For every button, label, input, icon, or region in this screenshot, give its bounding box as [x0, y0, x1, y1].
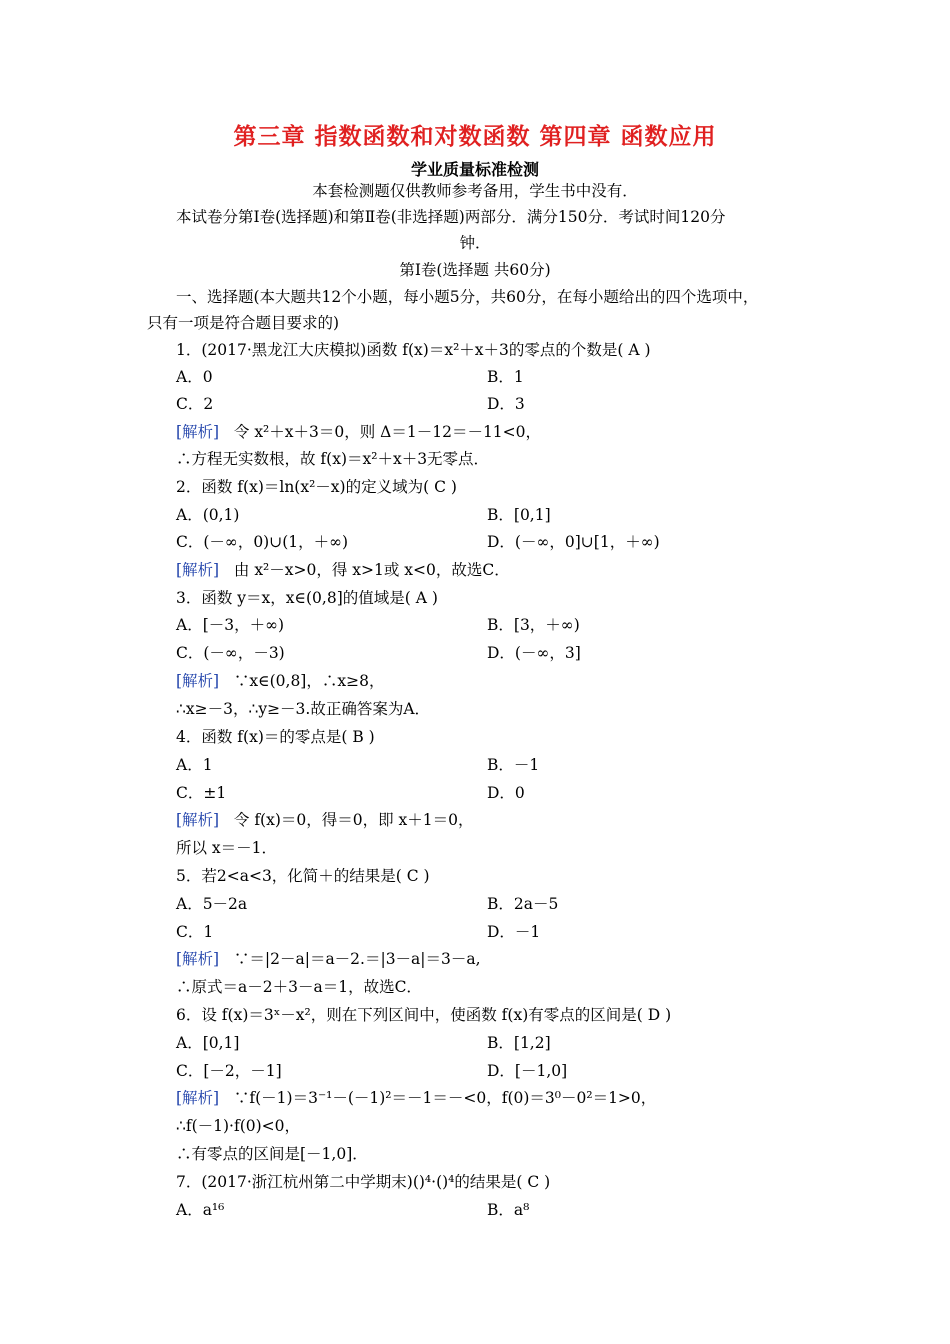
- option-a: A．a¹⁶: [176, 1201, 225, 1219]
- option-c: C．2: [176, 395, 214, 413]
- option-a: A．5－2a: [176, 895, 248, 913]
- question-stem: 6．设 f(x)＝3ˣ－x²，则在下列区间中，使函数 f(x)有零点的区间是( D ): [176, 1006, 672, 1024]
- option-d: D．－1: [487, 923, 541, 941]
- option-c: C．(－∞，0)∪(1，＋∞): [176, 533, 349, 551]
- section-instruction-line2: 只有一项是符合题目要求的): [147, 314, 340, 332]
- analysis-line: [176, 1087, 656, 1109]
- analysis-continued: 所以 x＝－1．: [176, 839, 278, 857]
- analysis-line: [176, 670, 384, 692]
- analysis-label: [解析]: [176, 423, 220, 441]
- analysis-continued: ∴x≥－3，∴y≥－3.故正确答案为A．: [176, 700, 431, 718]
- part-heading: 第Ⅰ卷(选择题 共60分): [399, 261, 551, 279]
- analysis-text: 令 x²＋x＋3＝0，则 Δ＝1－12＝－11<0，: [233, 423, 542, 441]
- analysis-continued: ∴f(－1)·f(0)<0，: [176, 1117, 301, 1135]
- analysis-line: [176, 809, 474, 831]
- option-c: C．(－∞，－3): [176, 644, 285, 662]
- question-stem: 5．若2<a<3，化简＋的结果是( C ): [176, 867, 430, 885]
- analysis-label: [解析]: [176, 811, 220, 829]
- option-d: D．(－∞，3]: [487, 644, 581, 662]
- option-c: C．1: [176, 923, 214, 941]
- question-stem: 2．函数 f(x)＝ln(x²－x)的定义域为( C ): [176, 478, 457, 496]
- option-b: B．a⁸: [487, 1201, 530, 1219]
- teacher-note: 本套检测题仅供教师参考备用，学生书中没有．: [312, 182, 638, 200]
- analysis-label: [解析]: [176, 561, 220, 579]
- option-b: B．2a－5: [487, 895, 559, 913]
- option-a: A．1: [176, 756, 213, 774]
- option-b: B．[0,1]: [487, 506, 551, 524]
- option-a: A．[－3，＋∞): [176, 616, 285, 634]
- analysis-label: [解析]: [176, 1089, 220, 1107]
- analysis-line: [176, 559, 510, 581]
- analysis-line: [176, 421, 541, 443]
- page-title: 第三章 指数函数和对数函数 第四章 函数应用: [233, 124, 717, 150]
- question-stem: 4．函数 f(x)＝的零点是( B ): [176, 728, 375, 746]
- analysis-text: ∵f(－1)＝3⁻¹－(－1)²＝－1＝－<0，f(0)＝3⁰－0²＝1>0，: [233, 1089, 657, 1107]
- analysis-continued: ∴方程无实数根，故 f(x)＝x²＋x＋3无零点．: [176, 450, 490, 468]
- option-d: D．[－1,0]: [487, 1062, 568, 1080]
- option-a: A．(0,1): [176, 506, 240, 524]
- option-d: D．3: [487, 395, 525, 413]
- analysis-text: ∵x∈(0,8]，∴x≥8，: [233, 672, 385, 690]
- option-d: D．0: [487, 784, 525, 802]
- exam-description-line2: 钟．: [459, 234, 491, 252]
- analysis-label: [解析]: [176, 950, 220, 968]
- exam-description-line1: 本试卷分第Ⅰ卷(选择题)和第Ⅱ卷(非选择题)两部分．满分150分．考试时间120分: [176, 208, 726, 226]
- analysis-text: 令 f(x)＝0，得＝0，即 x＋1＝0，: [233, 811, 474, 829]
- option-d: D．(－∞，0]∪[1，＋∞): [487, 533, 660, 551]
- analysis-continued: ∴原式＝a－2＋3－a＝1，故选C．: [176, 978, 422, 996]
- section-instruction-line1: 一、选择题(本大题共12个小题，每小题5分，共60分，在每小题给出的四个选项中，: [176, 288, 759, 306]
- analysis-line: [176, 948, 481, 970]
- analysis-continued: ∴有零点的区间是[－1,0]．: [176, 1145, 368, 1163]
- question-stem: 3．函数 y＝x，x∈(0,8]的值域是( A ): [176, 589, 438, 607]
- option-a: A．[0,1]: [176, 1034, 240, 1052]
- analysis-label: [解析]: [176, 672, 220, 690]
- option-b: B．－1: [487, 756, 540, 774]
- option-b: B．[1,2]: [487, 1034, 551, 1052]
- option-c: C．[－2，－1]: [176, 1062, 282, 1080]
- option-b: B．1: [487, 368, 524, 386]
- analysis-text: 由 x²－x>0，得 x>1或 x<0，故选C．: [233, 561, 510, 579]
- analysis-text: ∵＝|2－a|＝a－2.＝|3－a|＝3－a,: [233, 950, 481, 968]
- option-b: B．[3，＋∞): [487, 616, 580, 634]
- option-a: A．0: [176, 368, 213, 386]
- option-c: C．±1: [176, 784, 227, 802]
- question-stem: 7．(2017·浙江杭州第二中学期末)()⁴·()⁴的结果是( C ): [176, 1173, 551, 1191]
- page-subtitle: 学业质量标准检测: [410, 160, 539, 179]
- question-stem: 1．(2017·黑龙江大庆模拟)函数 f(x)＝x²＋x＋3的零点的个数是( A ): [176, 341, 651, 359]
